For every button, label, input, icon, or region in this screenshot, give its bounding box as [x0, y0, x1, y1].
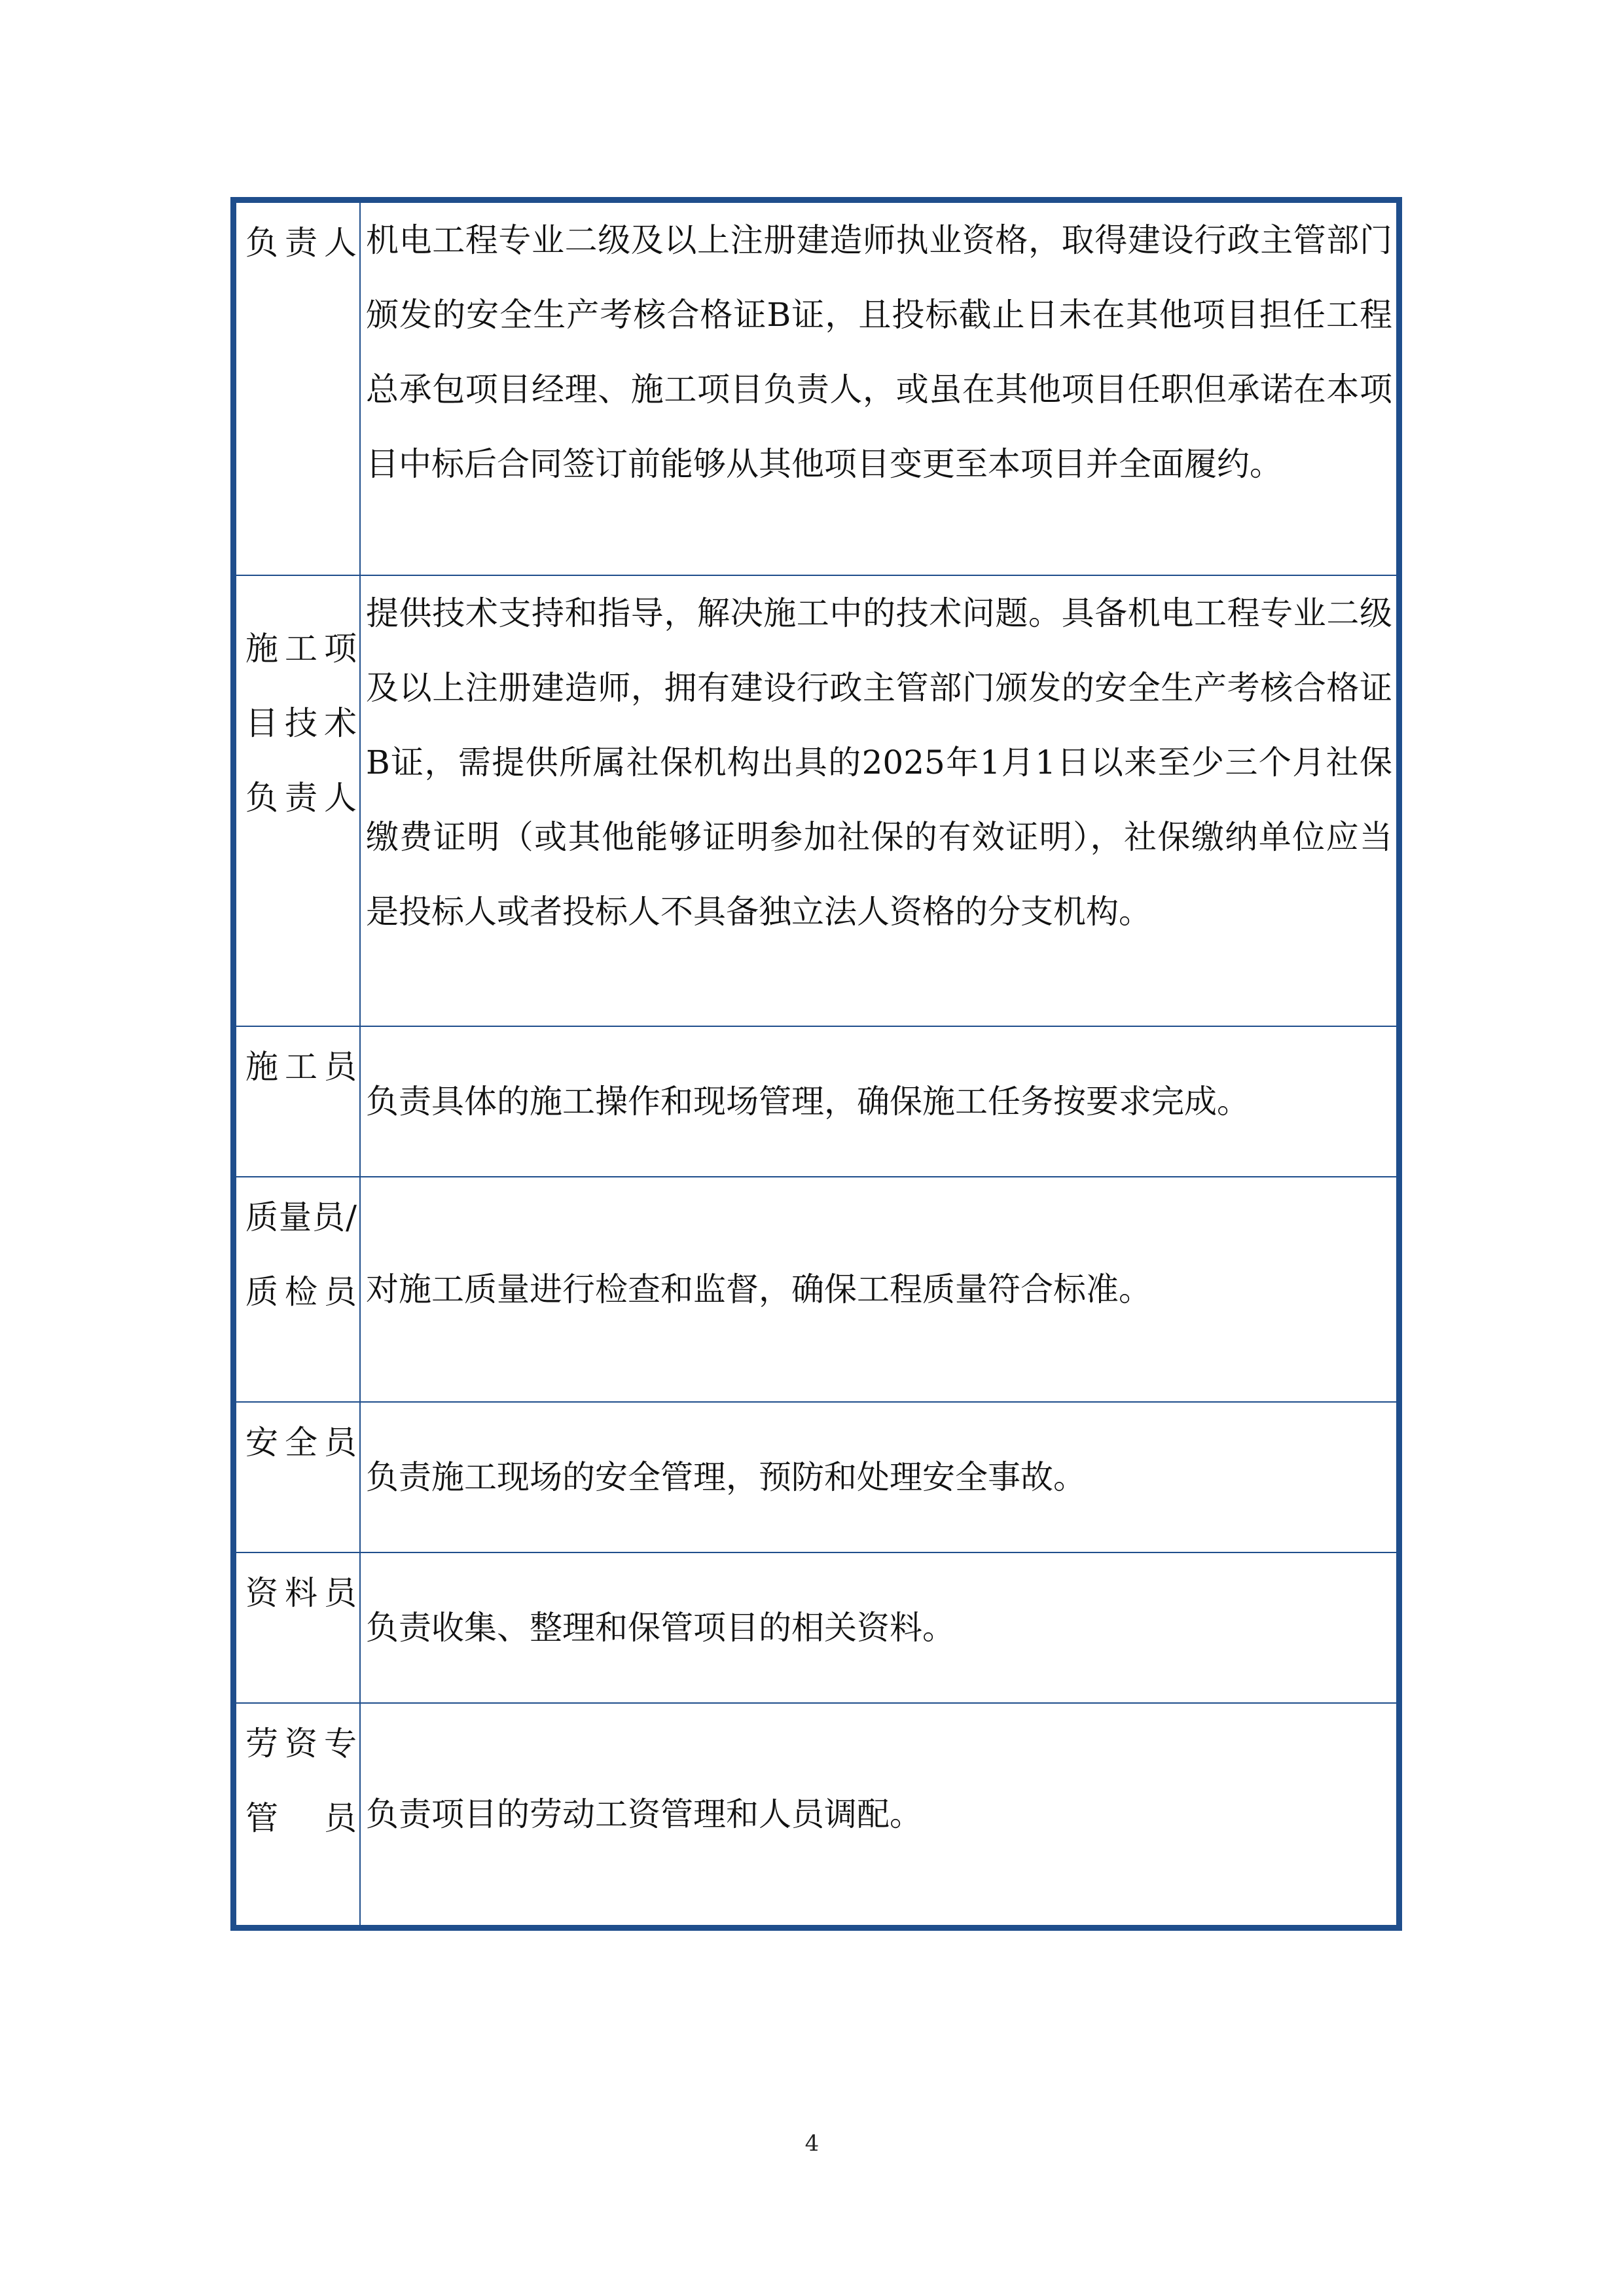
duty-cell: 负责项目的劳动工资管理和人员调配。 [360, 1703, 1399, 1928]
table-row [234, 1177, 1399, 1402]
duty-cell: 负责收集、整理和保管项目的相关资料。 [360, 1552, 1399, 1703]
role-cell: 负责人 [234, 200, 361, 575]
roles-table [230, 197, 1402, 1931]
table-row [234, 1026, 1399, 1177]
role-cell: 资料员 [234, 1552, 361, 1703]
duty-cell: 负责施工现场的安全管理，预防和处理安全事故。 [360, 1402, 1399, 1552]
role-cell: 施工员 [234, 1026, 361, 1177]
table-row [234, 575, 1399, 1026]
duty-cell: 对施工质量进行检查和监督，确保工程质量符合标准。 [360, 1177, 1399, 1402]
role-cell: 劳资专管员 [234, 1703, 361, 1928]
duty-cell: 机电工程专业二级及以上注册建造师执业资格，取得建设行政主管部门颁发的安全生产考核合格证B证，且投标截止日未在其他项目担任工程总承包项目经理、施工项目负责人，或虽在其他项目任职但承诺在本项目中标后合同签订前能够从其他项目变更至本项目并全面履约。 [360, 200, 1399, 575]
table-row [234, 1552, 1399, 1703]
page-number: 4 [804, 2130, 820, 2157]
role-cell: 质量员/质检员 [234, 1177, 361, 1402]
role-cell: 安全员 [234, 1402, 361, 1552]
table-row [234, 1703, 1399, 1928]
table-row [234, 1402, 1399, 1552]
duty-cell: 提供技术支持和指导，解决施工中的技术问题。具备机电工程专业二级及以上注册建造师，拥有建设行政主管部门颁发的安全生产考核合格证B证，需提供所属社保机构出具的2025年1月1日以来至少三个月社保缴费证明（或其他能够证明参加社保的有效证明），社保缴纳单位应当是投标人或者投标人不具备独立法人资格的分支机构。 [360, 575, 1399, 1026]
role-cell: 施工项目技术负责人 [234, 575, 361, 1026]
table-row [234, 200, 1399, 575]
duty-cell: 负责具体的施工操作和现场管理，确保施工任务按要求完成。 [360, 1026, 1399, 1177]
